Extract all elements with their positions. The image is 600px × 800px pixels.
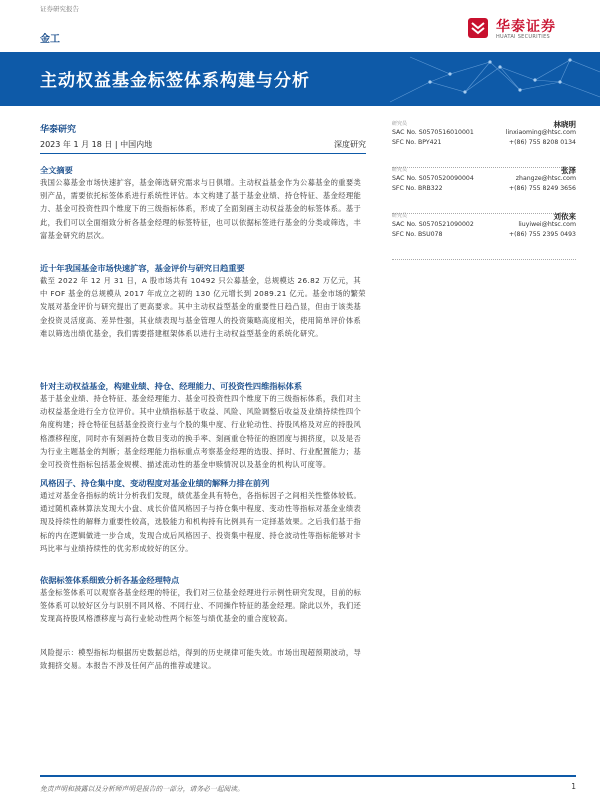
section-body: 基金标签体系可以观察各基金经理的特征，我们对三位基金经理进行示例性研究发现，目前的标签体系可以较好区分与识别不同风格、不同行业、不同操作特征的基金经理。除此以外，我们还发现高持股风格漂移度与高行业轮动性两个标签与绩优基金的重合度较高。 bbox=[40, 588, 362, 624]
footer-disclaimer[interactable]: 免责声明和披露以及分析师声明是报告的一部分，请务必一起阅读。 bbox=[40, 785, 244, 793]
section-factors bbox=[40, 477, 366, 555]
report-series-label: 证券研究报告 bbox=[40, 5, 79, 13]
analyst-card bbox=[392, 212, 576, 260]
report-type: 深度研究 bbox=[334, 140, 366, 149]
decorative-network-graphic bbox=[370, 52, 600, 106]
section-heading: 依据标签体系细致分析各基金经理特点 bbox=[40, 575, 180, 585]
page-number: 1 bbox=[571, 782, 576, 791]
section-heading: 针对主动权益基金，构建业绩、持仓、经理能力、可投资性四维指标体系 bbox=[40, 381, 303, 391]
report-date: 2023 年 1 月 18 日 bbox=[40, 140, 113, 149]
analyst-card bbox=[392, 120, 576, 168]
analyst-name: 刘依来 bbox=[553, 212, 576, 221]
analyst-email[interactable]: zhangze@htsc.com bbox=[515, 175, 576, 182]
section-body: 截至 2022 年 12 月 31 日，A 股市场共有 10492 只公募基金，总规模达 26.82 万亿元，其中 FOF 基金的总规模从 2017 年成立之初的 130 亿元增长到 2089.21 亿元。基金市场的繁荣发展对基金评价与研究提出了更高要求。其中主动权益型基金的重要性日趋凸显，但由于该类基金投资灵活度高、差异性强，其业绩表现与基金管理人的投资策略高度相关，使用简单评价体系难以筛选出绩优基金，我们需要搭建框架体系以进行主动权益型基金的系统化研究。 bbox=[40, 276, 366, 338]
brand-subtitle: HUATAI SECURITIES bbox=[496, 34, 550, 40]
analyst-sac: SAC No. S0570520090004 bbox=[392, 175, 474, 182]
report-dateline: 2023 年 1 月 18 日 | 中国内地 深度研究 bbox=[40, 140, 366, 149]
analyst-name: 张泽 bbox=[561, 166, 576, 175]
analyst-phone: +(86) 755 8249 3656 bbox=[508, 185, 576, 192]
research-org: 华泰研究 bbox=[40, 125, 77, 135]
section-market bbox=[40, 262, 366, 340]
footer-divider bbox=[40, 775, 576, 777]
section-framework bbox=[40, 380, 366, 471]
analyst-sfc: SFC No. BPY421 bbox=[392, 139, 442, 146]
report-region: 中国内地 bbox=[120, 140, 153, 149]
analyst-role: 研究员 bbox=[392, 167, 408, 173]
section-body: 通过对基金各指标的统计分析我们发现，绩优基金具有特色，各指标因子之间相关性整体较低。通过随机森林算法发现大小盘、成长价值风格因子与持仓集中程度、变动性等指标对基金业绩表现及持续性的解释力重要性较高，选股能力和机构持有比例具有一定择基效果。之后我们基于指标的内在逻辑做进一步合成，发现合成后风格因子、投资集中程度、持仓波动性等指标能够对卡玛比率与业绩持续性的优劣形成较好的区分。 bbox=[40, 491, 362, 553]
brand-logo bbox=[466, 14, 576, 44]
section-summary bbox=[40, 164, 366, 242]
huatai-logo-icon bbox=[466, 16, 490, 40]
section-body: 我国公募基金市场快速扩容，基金筛选研究需求与日俱增。主动权益基金作为公募基金的重要类别产品，需要依托标签体系进行系统性评估。本文构建了基于基金业绩、持仓特征、基金经理能力、基金可投资性四个维度下的三级指标体系，形成了全面刻画主动权益基金的标签体系。基于此，我们可以全面细致分析各基金经理的标签特征，也可以依据标签进行基金的分类或筛选，丰富基金研究的层次。 bbox=[40, 178, 362, 240]
risk-text: 风险提示：模型指标均根据历史数据总结，得到的历史规律可能失效。市场出现超预期波动，导致拥挤交易。本报告不涉及任何产品的推荐或建议。 bbox=[40, 648, 362, 671]
analyst-role: 研究员 bbox=[392, 121, 408, 127]
analyst-sfc: SFC No. BSU078 bbox=[392, 231, 443, 238]
section-body: 基于基金业绩、持仓特征、基金经理能力、基金可投资性四个维度下的三级指标体系，我们对主动权益基金进行全方位评价。其中业绩指标基于收益、风险、风险调整后收益及业绩持续性四个角度构建；持仓特征包括基金投资行业与个股的集中度、行业轮动性、持股风格及对应的持股风格漂移程度，同时亦有刻画持仓数目变动的换手率、刻画重仓特征的抱团度与拥挤度，以及是否为行业主题基金的判断；基金经理能力指标重点考察基金经理的选股、择时、行业配置能力；基金可投资性指标包括基金规模、描述流动性的基金申赎情况以及基金的机构认可度等。 bbox=[40, 394, 362, 470]
analyst-name: 林晓明 bbox=[553, 120, 576, 129]
analyst-phone: +(86) 755 8208 0134 bbox=[508, 139, 576, 146]
analyst-sac: SAC No. S0570516010001 bbox=[392, 129, 474, 136]
title-banner bbox=[0, 52, 600, 106]
analyst-phone: +(86) 755 2395 0493 bbox=[508, 231, 576, 238]
analyst-email[interactable]: liuyiwei@htsc.com bbox=[518, 221, 576, 228]
report-category: 金工 bbox=[40, 34, 60, 45]
section-heading: 风格因子、持仓集中度、变动程度对基金业绩的解释力排在前列 bbox=[40, 478, 270, 488]
analyst-sfc: SFC No. BRB322 bbox=[392, 185, 443, 192]
analyst-sac: SAC No. S0570521090002 bbox=[392, 221, 474, 228]
section-managers bbox=[40, 574, 366, 626]
analyst-email[interactable]: linxiaoming@htsc.com bbox=[505, 129, 576, 136]
divider bbox=[40, 153, 366, 154]
analyst-card bbox=[392, 166, 576, 214]
section-heading: 全文摘要 bbox=[40, 165, 73, 175]
analyst-role: 研究员 bbox=[392, 213, 408, 219]
risk-warning bbox=[40, 646, 366, 672]
brand-name: 华泰证券 bbox=[496, 19, 556, 35]
section-heading: 近十年我国基金市场快速扩容，基金评价与研究日趋重要 bbox=[40, 263, 245, 273]
analyst-panel bbox=[392, 120, 576, 262]
report-title: 主动权益基金标签体系构建与分析 bbox=[40, 71, 310, 91]
